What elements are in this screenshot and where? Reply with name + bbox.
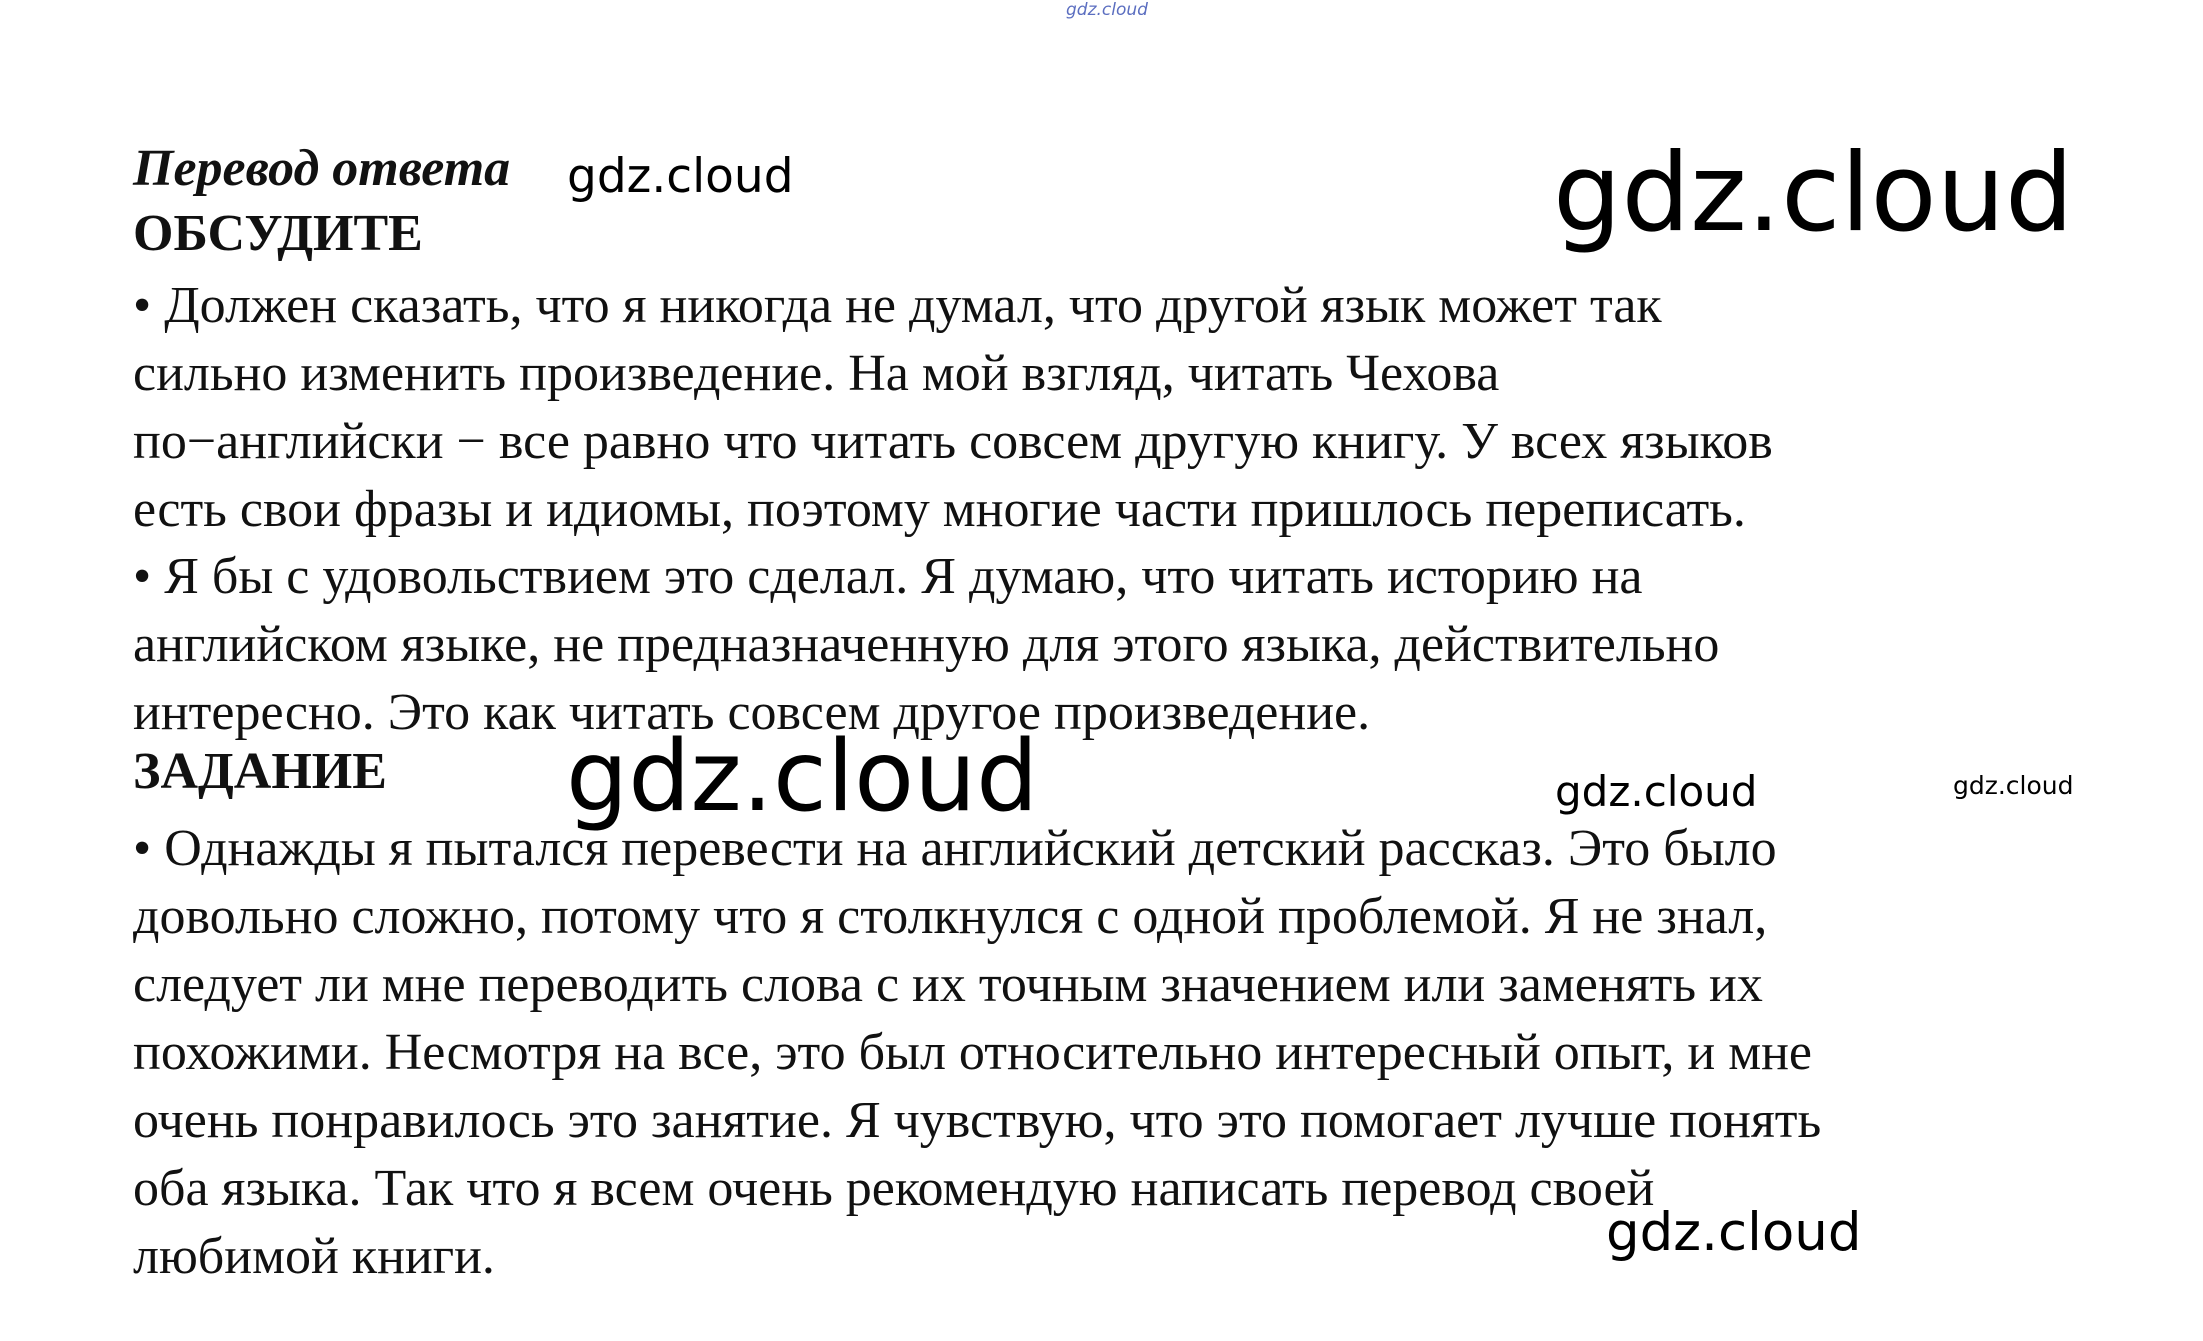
paragraph-discuss-2 — [133, 543, 1719, 747]
watermark-top: gdz.cloud — [1066, 0, 1148, 20]
paragraph-discuss-1 — [133, 272, 1773, 544]
paragraph-task-1 — [133, 815, 1821, 1291]
text-line: очень понравилось это занятие. Я чувствую, что это помогает лучше понять — [133, 1092, 1822, 1149]
text-line: • Я бы с удовольствием это сделал. Я думаю, что читать историю на — [133, 548, 1643, 605]
text-line: похожими. Несмотря на все, это был относительно интересный опыт, и мне — [133, 1024, 1813, 1081]
watermark-large-middle: gdz.cloud — [566, 720, 1039, 834]
document-title: Перевод ответа — [133, 140, 511, 197]
text-line: • Однажды я пытался перевести на английский детский рассказ. Это было — [133, 820, 1777, 877]
text-line: довольно сложно, потому что я столкнулся с одной проблемой. Я не знал, — [133, 888, 1768, 945]
section-heading-task: ЗАДАНИЕ — [133, 743, 387, 800]
watermark-title: gdz.cloud — [567, 149, 794, 204]
watermark-bottom: gdz.cloud — [1606, 1202, 1862, 1263]
text-line: английском языке, не предназначенную для этого языка, действительно — [133, 616, 1720, 673]
text-line: оба языка. Так что я всем очень рекомендую написать перевод своей — [133, 1160, 1655, 1217]
section-heading-discuss: ОБСУДИТЕ — [133, 205, 423, 262]
text-line: сильно изменить произведение. На мой взгляд, читать Чехова — [133, 345, 1500, 402]
text-line: • Должен сказать, что я никогда не думал, что другой язык может так — [133, 277, 1662, 334]
text-line: есть свои фразы и идиомы, поэтому многие части пришлось переписать. — [133, 481, 1746, 538]
text-line: следует ли мне переводить слова с их точным значением или заменять их — [133, 956, 1763, 1013]
watermark-large-right: gdz.cloud — [1553, 131, 2074, 256]
watermark-small-right: gdz.cloud — [1953, 771, 2074, 800]
watermark-middle-right: gdz.cloud — [1555, 767, 1758, 816]
text-line: интересно. Это как читать совсем другое произведение. — [133, 684, 1371, 741]
text-line: любимой книги. — [133, 1228, 495, 1285]
text-line: по−английски − все равно что читать совсем другую книгу. У всех языков — [133, 413, 1773, 470]
